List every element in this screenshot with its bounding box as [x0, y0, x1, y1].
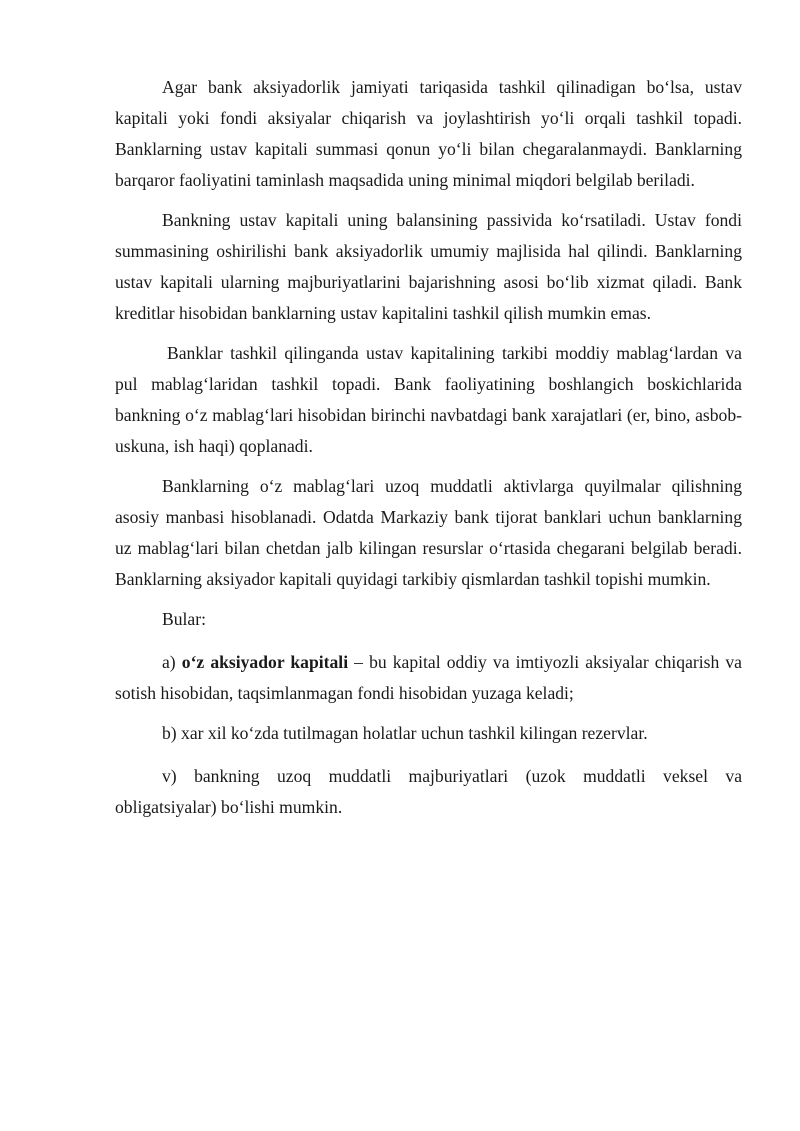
- paragraph-7: b) xar xil ko‘zda tutilmagan holatlar uchun tashkil kilingan rezervlar.: [162, 723, 648, 743]
- document-page: [115, 72, 742, 832]
- paragraph-8: v) bankning uzoq muddatli majburiyatlari (uzok muddatli veksel va obligatsiyalar) bo‘lishi mumkin.: [115, 766, 742, 817]
- paragraph-3: Banklar tashkil qilinganda ustav kapitalining tarkibi moddiy mablag‘lardan va pul mablag‘laridan tashkil topadi. Bank faoliyatining boshlangich boskichlarida bankning o‘z mablag‘lari hisobidan birinchi navbatdagi bank xarajatlari (er, bino, asbob-uskuna, ish haqi) qoplanadi.: [115, 343, 742, 456]
- bold-term: o‘z aksiyador kapitali: [181, 652, 349, 672]
- paragraph-6: [115, 647, 742, 709]
- paragraph-6-text: – bu kapital oddiy va imtiyozli aksiyalar chiqarish va sotish hisobidan, taqsimlanmagan fondi hisobidan yuzaga keladi;: [115, 652, 742, 703]
- paragraph-2: Bankning ustav kapitali uning balansining passivida ko‘rsatiladi. Ustav fondi summasining oshirilishi bank aksiyadorlik umumiy majlisida hal qilindi. Banklarning ustav kapitali ularning majburiyatlarini bajarishning asosi bo‘lib xizmat qiladi. Bank kreditlar hisobidan banklarning ustav kapitalini tashkil qilish mumkin emas.: [115, 210, 742, 323]
- paragraph-1: Agar bank aksiyadorlik jamiyati tariqasida tashkil qilinadigan bo‘lsa, ustav kapitali yoki fondi aksiyalar chiqarish va joylashtirish yo‘li orqali tashkil topadi. Banklarning ustav kapitali summasi qonun yo‘li bilan chegaralanmaydi. Banklarning barqaror faoliyatini taminlash maqsadida uning minimal miqdori belgilab beriladi.: [115, 77, 742, 190]
- list-marker-a: a): [162, 652, 182, 672]
- paragraph-4: Banklarning o‘z mablag‘lari uzoq muddatli aktivlarga quyilmalar qilishning asosiy manbasi hisoblanadi. Odatda Markaziy bank tijorat banklari uchun banklarning uz mablag‘lari bilan chetdan jalb kilingan resurslar o‘rtasida chegarani belgilab beradi. Banklarning aksiyador kapitali quyidagi tarkibiy qismlardan tashkil topishi mumkin.: [115, 476, 742, 589]
- paragraph-5: Bular:: [162, 609, 206, 629]
